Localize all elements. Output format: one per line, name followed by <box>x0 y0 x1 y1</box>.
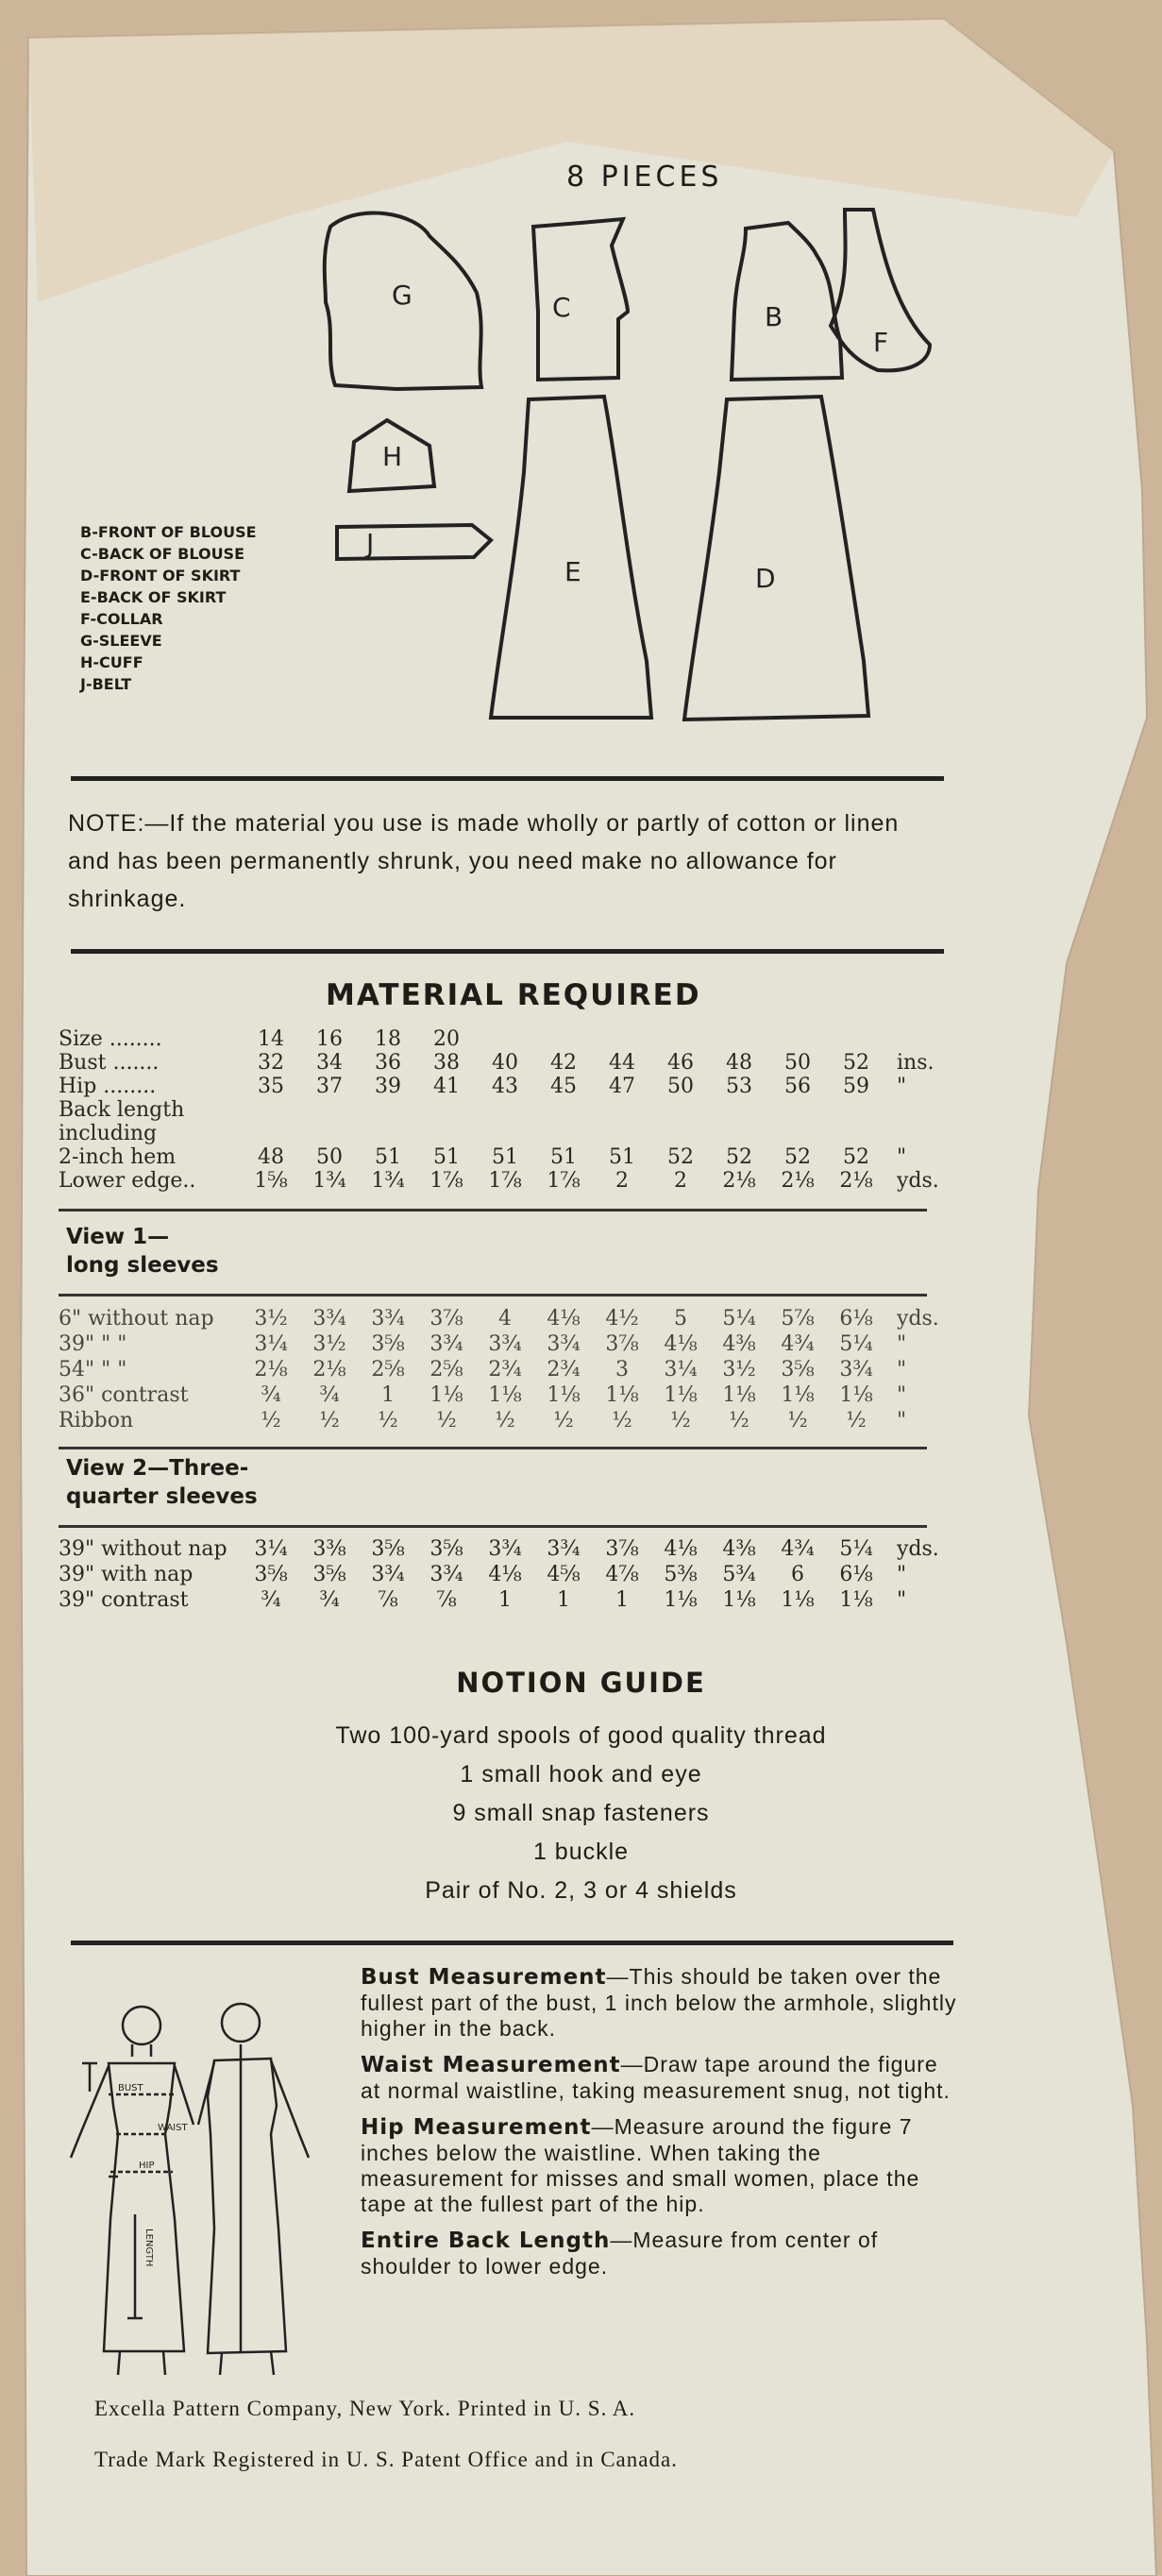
hip-measurement-text: —Measure around the figure 7 inches below the waistline. When taking the measurement for misses and small women, place the tape at the fullest part of the hip. <box>361 2114 920 2216</box>
table-cell: ½ <box>436 1409 457 1432</box>
table-cell: ¾ <box>261 1383 281 1407</box>
shrinkage-note: NOTE:—If the material you use is made wholly or partly of cotton or linen and has been permanently shrunk, you need make no allowance for shrinkage. <box>68 810 900 912</box>
table-cell: ½ <box>319 1409 340 1432</box>
view2-heading-line2: quarter sleeves <box>66 1484 258 1509</box>
table-cell: 47 <box>609 1075 635 1098</box>
table-cell: 3¾ <box>488 1332 522 1356</box>
table-cell: 5⅞ <box>781 1307 815 1330</box>
table-cell: 5¼ <box>839 1332 873 1356</box>
notion-item: Pair of No. 2, 3 or 4 shields <box>425 1877 737 1904</box>
waist-measurement-text: —Draw tape around the figure at normal waistline, taking measurement snug, not tight. <box>361 2052 951 2103</box>
table-row <box>59 1409 946 1433</box>
notion-item: 1 buckle <box>532 1839 630 1865</box>
table-cell: 1¾ <box>312 1169 346 1193</box>
unit-label: " <box>897 1383 907 1407</box>
row-label: 36" contrast <box>59 1383 189 1407</box>
table-cell: 5 <box>674 1307 687 1330</box>
table-cell: 4½ <box>605 1307 639 1330</box>
back-figure <box>198 2004 309 2375</box>
table-cell: 1⅞ <box>547 1169 581 1193</box>
view2-heading-line1: View 2—Three- <box>66 1456 249 1481</box>
table-cell: 3⅜ <box>312 1537 346 1561</box>
table-cell: 4⅛ <box>547 1307 581 1330</box>
table-row <box>59 1145 946 1170</box>
table-cell: ½ <box>495 1409 515 1432</box>
table-cell: 3¾ <box>547 1332 581 1356</box>
divider <box>59 1209 927 1212</box>
table-cell: 52 <box>726 1145 752 1169</box>
table-cell: 1⅛ <box>429 1383 463 1407</box>
table-cell: 3 <box>615 1358 629 1381</box>
table-cell: 50 <box>667 1075 694 1098</box>
table-cell: 40 <box>492 1051 518 1075</box>
table-cell: 3¾ <box>312 1307 346 1330</box>
table-cell: 52 <box>843 1051 869 1075</box>
piece-e-label: E <box>564 556 581 587</box>
table-cell: 4⅞ <box>605 1563 639 1586</box>
piece-j-label: J <box>366 528 375 559</box>
table-cell: 1⅛ <box>839 1383 873 1407</box>
table-cell: ¾ <box>261 1588 281 1612</box>
table-cell: 51 <box>375 1145 401 1169</box>
table-cell: 3¾ <box>488 1537 522 1561</box>
table-cell: 2¾ <box>488 1358 522 1381</box>
table-cell: 3¼ <box>254 1332 288 1356</box>
table-cell: ⅞ <box>436 1588 457 1612</box>
table-cell: 3⅝ <box>312 1563 346 1586</box>
table-row <box>59 1358 946 1382</box>
back-length-measurement <box>361 2228 965 2279</box>
table-row <box>59 1098 946 1123</box>
table-cell: 4¾ <box>781 1537 815 1561</box>
table-cell: 3⅝ <box>371 1537 405 1561</box>
row-label: 54" " " <box>59 1358 127 1381</box>
front-figure <box>71 2007 194 2375</box>
back-length-measurement-title: Entire Back Length <box>361 2229 611 2253</box>
waist-measurement <box>361 2052 965 2104</box>
unit-label: yds. <box>897 1537 939 1561</box>
table-cell: 42 <box>550 1051 577 1075</box>
row-label: Lower edge.. <box>59 1169 196 1193</box>
unit-label: " <box>897 1588 907 1612</box>
pieces-title: 8 PIECES <box>566 161 723 194</box>
legend-item: J-BELT <box>80 675 132 693</box>
table-cell: 52 <box>784 1145 811 1169</box>
footer-trademark: Trade Mark Registered in U. S. Patent Office and in Canada. <box>94 2448 678 2471</box>
piece-d-front-skirt-shape <box>684 397 868 720</box>
table-cell: 3¾ <box>839 1358 873 1381</box>
table-cell: 38 <box>433 1051 460 1075</box>
table-cell: 5¼ <box>839 1537 873 1561</box>
unit-label: yds. <box>897 1307 939 1330</box>
table-cell: 59 <box>843 1075 869 1098</box>
piece-d-label: D <box>755 563 776 594</box>
material-table <box>59 1027 946 1197</box>
table-cell: 48 <box>258 1145 284 1169</box>
notion-item: Two 100-yard spools of good quality thread <box>335 1722 827 1749</box>
row-label: 39" " " <box>59 1332 127 1356</box>
table-cell: 4⅛ <box>664 1332 698 1356</box>
piece-h-label: H <box>382 441 403 472</box>
table-cell: 5¾ <box>722 1563 756 1586</box>
table-cell: 52 <box>843 1145 869 1169</box>
table-cell: 1⅛ <box>781 1588 815 1612</box>
view2-heading <box>66 1454 258 1511</box>
table-cell: 5¼ <box>722 1307 756 1330</box>
table-cell: ½ <box>612 1409 632 1432</box>
table-cell: 4⅜ <box>722 1332 756 1356</box>
table-cell: 34 <box>316 1051 343 1075</box>
table-cell: 51 <box>550 1145 577 1169</box>
view1-heading-line1: View 1— <box>66 1225 170 1249</box>
table-cell: 3¾ <box>547 1537 581 1561</box>
table-cell: 6 <box>791 1563 804 1586</box>
table-cell: 3¼ <box>254 1537 288 1561</box>
row-label: 39" contrast <box>59 1588 189 1612</box>
table-cell: 39 <box>375 1075 401 1098</box>
table-row <box>59 1307 946 1331</box>
table-row <box>59 1051 946 1076</box>
table-cell: 36 <box>375 1051 401 1075</box>
table-cell: ½ <box>846 1409 867 1432</box>
view1-table <box>59 1307 946 1439</box>
legend-item: D-FRONT OF SKIRT <box>80 567 241 585</box>
table-cell: 2⅛ <box>781 1169 815 1193</box>
table-cell: 16 <box>316 1027 343 1051</box>
table-row <box>59 1563 946 1587</box>
table-cell: 4¾ <box>781 1332 815 1356</box>
table-cell: 48 <box>726 1051 752 1075</box>
table-cell: 6⅛ <box>839 1307 873 1330</box>
table-cell: 1 <box>615 1588 629 1612</box>
bust-measurement-title: Bust Measurement <box>361 1965 607 1990</box>
unit-label: ins. <box>897 1051 935 1075</box>
table-cell: 1 <box>381 1383 395 1407</box>
table-cell: 1⅛ <box>488 1383 522 1407</box>
table-cell: 46 <box>667 1051 694 1075</box>
table-cell: 37 <box>316 1075 343 1098</box>
table-cell: 14 <box>258 1027 284 1051</box>
divider <box>71 949 944 954</box>
table-cell: 4⅛ <box>664 1537 698 1561</box>
table-cell: 2¾ <box>547 1358 581 1381</box>
unit-label: " <box>897 1358 907 1381</box>
table-row <box>59 1332 946 1357</box>
table-cell: ½ <box>729 1409 749 1432</box>
table-cell: ⅞ <box>378 1588 398 1612</box>
table-cell: ¾ <box>319 1383 340 1407</box>
divider <box>59 1525 927 1528</box>
notion-item: 9 small snap fasteners <box>452 1800 710 1826</box>
table-cell: ¾ <box>319 1588 340 1612</box>
table-cell: 3⅝ <box>254 1563 288 1586</box>
row-label: Ribbon <box>59 1409 134 1432</box>
table-cell: 53 <box>726 1075 752 1098</box>
piece-f-label: F <box>873 327 889 358</box>
pieces-legend <box>80 521 257 695</box>
row-label: 6" without nap <box>59 1307 214 1330</box>
table-cell: 2⅛ <box>722 1169 756 1193</box>
table-cell: 1⅞ <box>429 1169 463 1193</box>
table-cell: 3⅞ <box>605 1537 639 1561</box>
table-cell: ½ <box>553 1409 574 1432</box>
bust-marker <box>82 2063 118 2177</box>
table-cell: 2 <box>674 1169 687 1193</box>
table-cell: 3½ <box>312 1332 346 1356</box>
material-heading: MATERIAL REQUIRED <box>326 978 701 1012</box>
table-cell: 45 <box>550 1075 577 1098</box>
unit-label: " <box>897 1563 907 1586</box>
measurement-figure <box>52 1992 335 2389</box>
table-cell: 3⅞ <box>429 1307 463 1330</box>
table-cell: 52 <box>667 1145 694 1169</box>
row-label: Hip ........ <box>59 1075 157 1098</box>
table-cell: 1⅛ <box>664 1588 698 1612</box>
table-cell: 1⅞ <box>488 1169 522 1193</box>
table-cell: 50 <box>784 1051 811 1075</box>
length-marker <box>127 2214 143 2318</box>
table-row <box>59 1383 946 1408</box>
bust-measurement <box>361 1964 965 2042</box>
legend-item: G-SLEEVE <box>80 632 162 650</box>
piece-j-belt-shape <box>337 525 491 559</box>
table-row <box>59 1075 946 1099</box>
divider <box>71 1940 953 1945</box>
divider <box>59 1294 927 1296</box>
bust-measurement-text: —This should be taken over the fullest part of the bust, 1 inch below the armhole, slightly higher in the back. <box>361 1964 957 2041</box>
table-cell: 44 <box>609 1051 635 1075</box>
table-row <box>59 1027 946 1052</box>
table-cell: 3⅝ <box>371 1332 405 1356</box>
table-row <box>59 1169 946 1194</box>
table-cell: 56 <box>784 1075 811 1098</box>
unit-label: " <box>897 1332 907 1356</box>
row-label: 39" with nap <box>59 1563 194 1586</box>
unit-label: " <box>897 1145 907 1169</box>
row-label: including <box>59 1122 158 1145</box>
legend-item: C-BACK OF BLOUSE <box>80 545 245 563</box>
table-cell: 1⅛ <box>605 1383 639 1407</box>
hip-measurement <box>361 2114 965 2217</box>
table-cell: 1⅛ <box>722 1588 756 1612</box>
table-cell: 35 <box>258 1075 284 1098</box>
table-cell: 1⅝ <box>254 1169 288 1193</box>
table-cell: 18 <box>375 1027 401 1051</box>
table-cell: 4⅜ <box>722 1537 756 1561</box>
table-cell: 20 <box>433 1027 460 1051</box>
footer-company: Excella Pattern Company, New York. Printed in U. S. A. <box>94 2397 636 2420</box>
row-label: 39" without nap <box>59 1537 227 1561</box>
divider <box>71 776 944 781</box>
waist-measurement-title: Waist Measurement <box>361 2053 621 2077</box>
table-cell: 2⅛ <box>254 1358 288 1381</box>
table-row <box>59 1537 946 1562</box>
table-cell: 1⅛ <box>781 1383 815 1407</box>
table-row <box>59 1122 946 1146</box>
table-cell: 3¾ <box>371 1563 405 1586</box>
table-cell: 50 <box>316 1145 343 1169</box>
table-cell: 4 <box>498 1307 512 1330</box>
unit-label: " <box>897 1075 907 1098</box>
legend-item: E-BACK OF SKIRT <box>80 588 227 606</box>
table-cell: 1⅛ <box>839 1588 873 1612</box>
notion-list <box>0 1717 1162 1910</box>
table-cell: 32 <box>258 1051 284 1075</box>
table-cell: 51 <box>609 1145 635 1169</box>
table-cell: 3¾ <box>429 1563 463 1586</box>
table-cell: 43 <box>492 1075 518 1098</box>
table-cell: 1⅛ <box>722 1383 756 1407</box>
bust-label: BUST <box>118 2083 143 2093</box>
table-cell: ½ <box>378 1409 398 1432</box>
table-cell: 51 <box>433 1145 460 1169</box>
view1-heading-line2: long sleeves <box>66 1253 219 1278</box>
row-label: Back length <box>59 1098 185 1122</box>
table-cell: 51 <box>492 1145 518 1169</box>
table-cell: 2⅝ <box>429 1358 463 1381</box>
divider <box>59 1447 927 1449</box>
table-cell: 4⅝ <box>547 1563 581 1586</box>
measurement-instructions <box>361 1964 965 2290</box>
hip-measurement-title: Hip Measurement <box>361 2115 592 2140</box>
table-cell: 3⅝ <box>429 1537 463 1561</box>
hip-label: HIP <box>139 2161 155 2171</box>
table-cell: 3⅝ <box>781 1358 815 1381</box>
notion-item: 1 small hook and eye <box>460 1761 702 1788</box>
table-cell: 3¼ <box>664 1358 698 1381</box>
waist-label: WAIST <box>158 2123 188 2133</box>
table-cell: ½ <box>670 1409 691 1432</box>
table-cell: 2⅛ <box>839 1169 873 1193</box>
table-cell: 1 <box>498 1588 512 1612</box>
table-cell: ½ <box>787 1409 808 1432</box>
view1-heading <box>66 1223 219 1280</box>
table-cell: ½ <box>261 1409 281 1432</box>
table-cell: 1⅛ <box>664 1383 698 1407</box>
row-label: 2-inch hem <box>59 1145 177 1169</box>
piece-g-label: G <box>392 280 413 311</box>
table-cell: 2 <box>615 1169 629 1193</box>
table-cell: 3¾ <box>429 1332 463 1356</box>
table-cell: 41 <box>433 1075 460 1098</box>
length-label: LENGTH <box>143 2229 154 2267</box>
table-cell: 4⅛ <box>488 1563 522 1586</box>
table-row <box>59 1588 946 1613</box>
piece-c-back-blouse-shape <box>533 219 628 380</box>
table-cell: 3½ <box>254 1307 288 1330</box>
unit-label: " <box>897 1409 907 1432</box>
back-length-measurement-text: —Measure from center of shoulder to lower edge. <box>361 2228 879 2279</box>
view2-table <box>59 1537 946 1622</box>
piece-b-label: B <box>765 301 783 332</box>
legend-item: H-CUFF <box>80 653 143 671</box>
table-cell: 3⅞ <box>605 1332 639 1356</box>
piece-c-label: C <box>552 292 571 323</box>
piece-b-front-blouse-shape <box>732 223 842 380</box>
table-cell: 1⅛ <box>547 1383 581 1407</box>
legend-item: F-COLLAR <box>80 610 163 628</box>
table-cell: 3¾ <box>371 1307 405 1330</box>
notion-heading: NOTION GUIDE <box>456 1667 706 1699</box>
legend-item: B-FRONT OF BLOUSE <box>80 523 257 541</box>
table-cell: 6⅛ <box>839 1563 873 1586</box>
row-label: Size ........ <box>59 1027 162 1051</box>
table-cell: 3½ <box>722 1358 756 1381</box>
table-cell: 5⅜ <box>664 1563 698 1586</box>
table-cell: 2⅝ <box>371 1358 405 1381</box>
row-label: Bust ....... <box>59 1051 160 1075</box>
table-cell: 2⅛ <box>312 1358 346 1381</box>
table-cell: 1¾ <box>371 1169 405 1193</box>
unit-label: yds. <box>897 1169 939 1193</box>
table-cell: 1 <box>557 1588 570 1612</box>
